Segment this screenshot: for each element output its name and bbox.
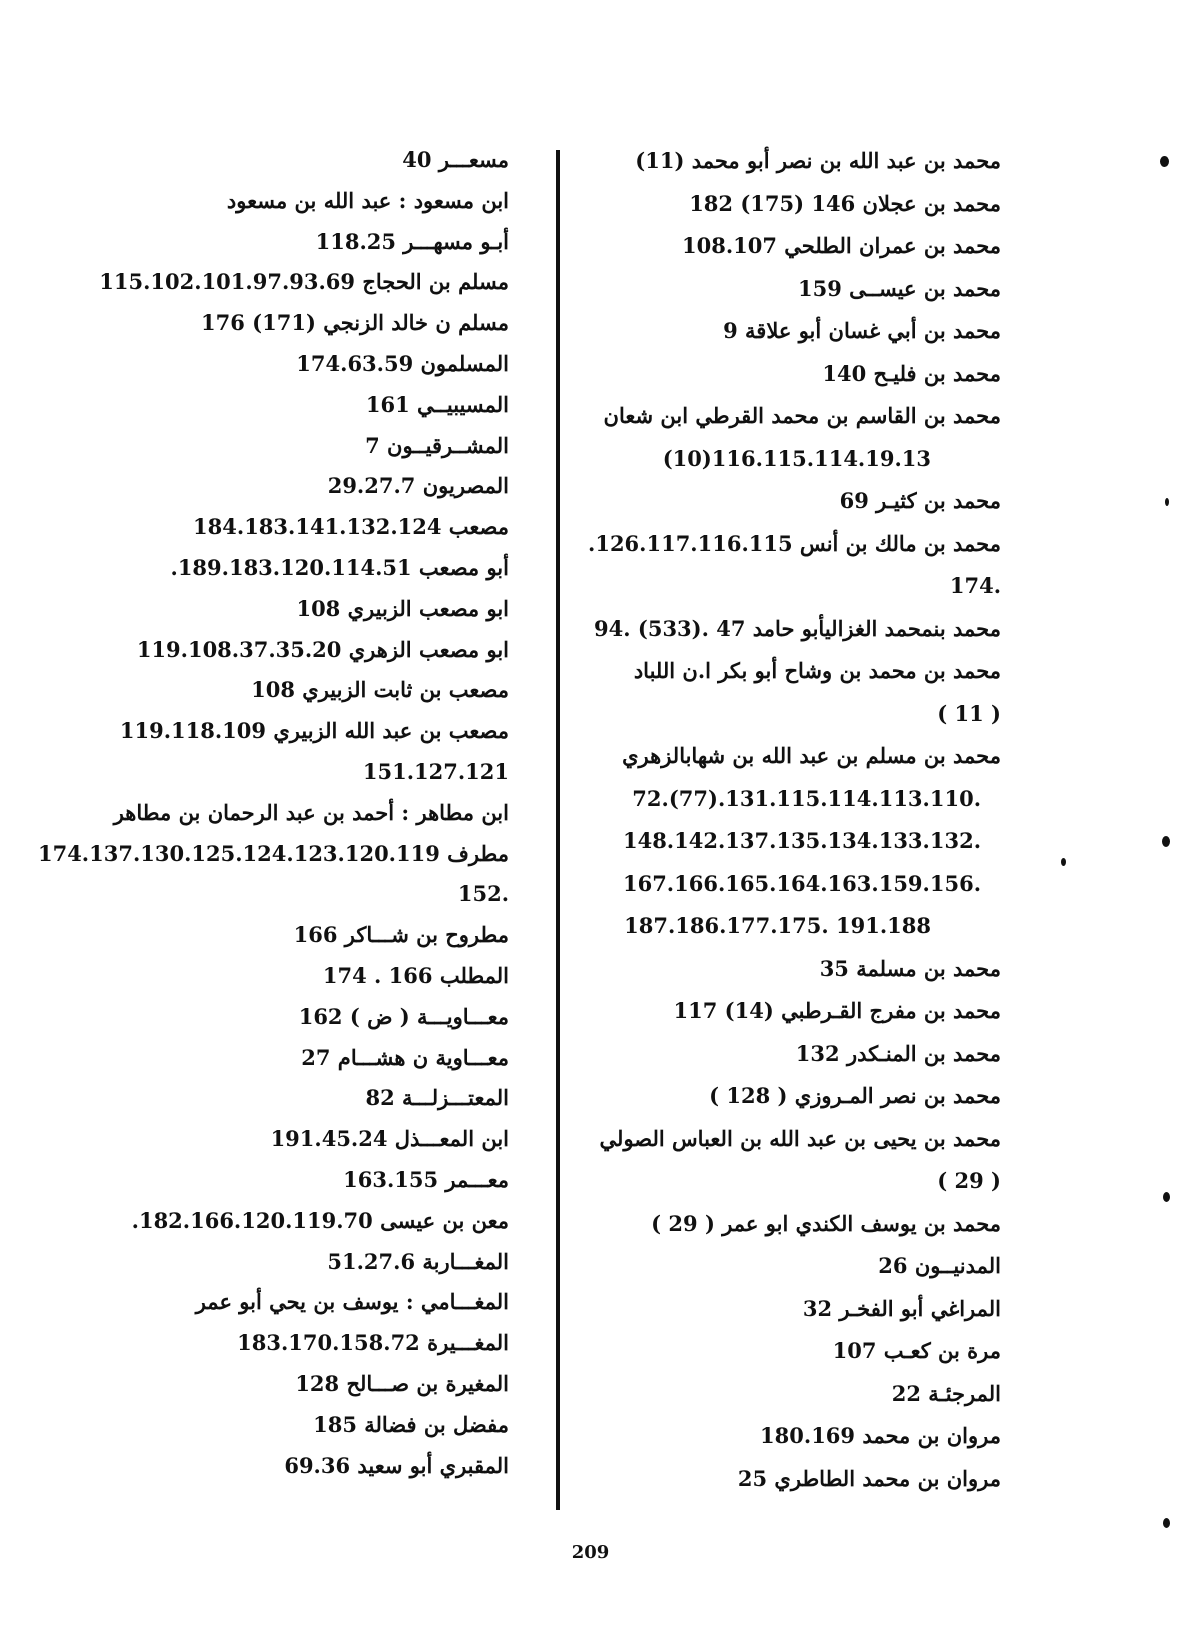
index-entry: محمد بن مسلمة 35: [819, 955, 1001, 981]
index-entry: محمد بن عبد الله بن نصر أبو محمد (11): [635, 148, 1001, 173]
index-entry: مرة بن كعـب 107: [832, 1338, 1001, 1363]
index-entry: مطرف 174.137.130.125.124.123.120.119: [37, 840, 509, 866]
column-divider: [556, 150, 560, 1510]
index-entry: محمد بن مالك بن أنس 126.117.116.115.: [588, 530, 1001, 556]
scan-speck: [1061, 858, 1066, 866]
index-entry-continuation: .148.142.137.135.134.133.132: [622, 828, 981, 853]
index-entry: محمد بن نصر المـروزي ( 128 ): [709, 1083, 1001, 1108]
index-entry: أبـو مسهـــر 118.25: [315, 228, 509, 254]
index-entry: محمد بن فليـح 140: [822, 360, 1001, 386]
index-entry-continuation: .174: [949, 573, 1001, 598]
index-entry: محمد بن عيســى 159: [798, 275, 1001, 301]
index-entry: مروان بن محمد الطاطري 25: [737, 1465, 1001, 1491]
index-entry: المراغي أبو الفخـر 32: [802, 1295, 1001, 1321]
index-entry-continuation: ( 29 ): [937, 1168, 1001, 1193]
index-entry: معـــاوية ن هشـــام 27: [301, 1044, 509, 1070]
scan-speck: [1162, 836, 1170, 847]
index-entry: محمد بن يحيى بن عبد الله بن العباس الصولي: [599, 1125, 1001, 1151]
index-entry: محمد بن أبي غسان أبو علاقة 9: [723, 318, 1001, 343]
index-entry: محمد بن كثيـر 69: [839, 488, 1001, 513]
index-entry: محمد بنمحمد الغزاليأبو حامد 47 .(533) .94: [594, 615, 1001, 641]
index-entry: مسلم بن الحجاج 115.102.101.97.93.69: [99, 269, 509, 295]
index-entry: المغـــاربة 51.27.6: [327, 1248, 509, 1274]
index-entry: ابن المعـــذل 191.45.24: [270, 1126, 509, 1152]
index-entry: ابن مسعود : عبد الله بن مسعود: [226, 187, 509, 213]
index-entry: المعتـــزلـــة 82: [365, 1085, 509, 1111]
scan-speck: [1163, 1518, 1170, 1528]
index-entry: محمد بن عجلان 146 (175) 182: [689, 190, 1001, 216]
index-entry: محمد بن مفرج القـرطبي (14) 117: [673, 998, 1001, 1023]
index-entry: ابن مطاهر : أحمد بن عبد الرحمان بن مطاهر: [113, 799, 509, 825]
index-entry: مفضل بن فضالة 185: [313, 1411, 509, 1437]
index-entry: ابو مصعب الزبيري 108: [296, 595, 509, 621]
index-entry: المدنيــون 26: [878, 1253, 1001, 1278]
index-entry: مروان بن محمد 180.169: [760, 1423, 1001, 1448]
index-entry: المغيرة بن صـــالح 128: [295, 1370, 509, 1396]
index-entry: محمد بن المنـكدر 132: [795, 1040, 1001, 1066]
index-entry: أبو مصعب 189.183.120.114.51.: [170, 554, 509, 580]
index-entry: محمد بن محمد بن وشاح أبو بكر ا.ن اللباد: [633, 658, 1001, 683]
index-entry: مصعب بن ثابت الزبيري 108: [251, 677, 509, 703]
scan-speck: [1165, 498, 1169, 506]
index-entry: المرجئـة 22: [891, 1380, 1001, 1406]
index-entry-continuation: .167.166.165.164.163.159.156: [622, 870, 981, 896]
scan-speck: [1163, 1192, 1170, 1202]
index-entry-continuation: .152: [457, 881, 509, 907]
index-column-left: [37, 140, 509, 1486]
index-entry-continuation: ( 11 ): [937, 700, 1001, 726]
index-entry: المغـــامي : يوسف بن يحي أبو عمر: [195, 1289, 509, 1315]
index-entry: محمد بن القاسم بن محمد القرطي ابن شعان: [603, 403, 1001, 428]
index-entry: المقبري أبو سعيد 69.36: [284, 1452, 509, 1478]
index-entry: ابو مصعب الزهري 119.108.37.35.20: [136, 636, 509, 662]
index-entry: المطلب 166 . 174: [322, 962, 509, 988]
index-entry-continuation: 151.127.121: [362, 758, 509, 784]
page-number: 209: [571, 1542, 610, 1563]
index-entry: محمد بن مسلم بن عبد الله بن شهابالزهري: [622, 743, 1001, 768]
index-entry: مصعب بن عبد الله الزبيري 119.118.109: [119, 718, 509, 744]
index-entry: المسلمون 174.63.59: [296, 350, 509, 376]
index-entry: محمد بن عمران الطلحي 108.107: [681, 233, 1001, 258]
index-entry: محمد بن يوسف الكندي ابو عمر ( 29 ): [651, 1210, 1001, 1236]
index-entry: معن بن عيسى 182.166.120.119.70.: [131, 1207, 509, 1233]
index-entry-continuation: .131.115.114.113.110.(77).72: [632, 785, 981, 811]
index-entry: مسعـــر 40: [402, 147, 509, 172]
index-entry: المغـــيرة 183.170.158.72: [237, 1330, 509, 1356]
index-entry: مصعب 184.183.141.132.124: [193, 514, 509, 540]
scan-speck: [1160, 156, 1169, 167]
index-entry-continuation: 191.188 .187.186.177.175: [624, 913, 931, 938]
index-entry: معـــاويـــة ( ض ) 162: [298, 1003, 509, 1029]
index-entry: المصريون 29.27.7: [327, 473, 509, 499]
index-entry-continuation: 116.115.114.19.13(10): [662, 445, 931, 471]
index-entry: معـــمر 163.155: [343, 1166, 509, 1192]
index-entry: المسيبيــي 161: [365, 391, 509, 417]
index-entry: مسلم ن خالد الزنجي (171) 176: [201, 310, 509, 336]
index-entry: المشــرقيــون 7: [365, 432, 509, 458]
index-column-right: [561, 140, 1001, 1500]
index-entry: مطروح بن شـــاكر 166: [293, 922, 509, 948]
